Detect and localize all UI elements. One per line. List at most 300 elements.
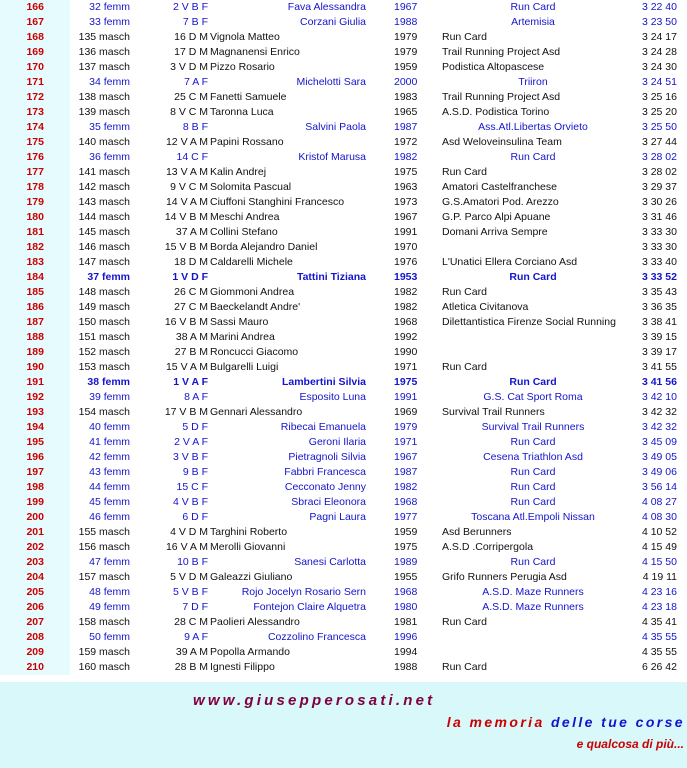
finish-time: 4 15 50: [641, 556, 677, 568]
club: G.S. Cat Sport Roma: [483, 391, 583, 403]
category: 28 B M: [174, 661, 208, 673]
birth-year: 1971: [394, 436, 418, 448]
table-row: [0, 255, 687, 270]
finish-time: 3 25 16: [641, 91, 677, 103]
gender-rank: 32 femm: [89, 1, 130, 13]
finish-time: 3 28 02: [641, 166, 677, 178]
position-cell: [0, 60, 70, 75]
position-cell: [0, 525, 70, 540]
position-cell: [0, 255, 70, 270]
finish-time: 3 33 52: [641, 271, 677, 283]
birth-year: 1968: [394, 496, 418, 508]
category: 37 A M: [175, 226, 208, 238]
finish-time: 4 08 30: [641, 511, 677, 523]
gender-rank: 142 masch: [78, 181, 130, 193]
position-cell: [0, 420, 70, 435]
club: Run Card: [509, 376, 557, 388]
tagline: [447, 714, 685, 730]
category: 17 V B M: [164, 406, 208, 418]
athlete-name: Bulgarelli Luigi: [210, 361, 279, 373]
finish-time: 3 27 44: [641, 136, 677, 148]
club: A.S.D. Podistica Torino: [442, 106, 550, 118]
club: Survival Trail Runners: [442, 406, 545, 418]
category: 3 V D M: [170, 61, 208, 73]
club: Asd Berunners: [442, 526, 512, 538]
position: 166: [26, 1, 44, 13]
athlete-name: Targhini Roberto: [210, 526, 288, 538]
club: Run Card: [442, 166, 487, 178]
athlete-name: Caldarelli Michele: [210, 256, 293, 268]
gender-rank: 151 masch: [78, 331, 130, 343]
club: Dilettantistica Firenze Social Running: [442, 316, 616, 328]
category: 15 V A M: [165, 361, 208, 373]
position: 190: [26, 361, 44, 373]
finish-time: 3 49 05: [641, 451, 677, 463]
gender-rank: 145 masch: [78, 226, 130, 238]
position-cell: [0, 555, 70, 570]
position-cell: [0, 0, 70, 15]
position: 179: [26, 196, 44, 208]
birth-year: 1979: [394, 31, 418, 43]
position-cell: [0, 330, 70, 345]
category: 28 C M: [174, 616, 208, 628]
category: 26 C M: [174, 286, 208, 298]
finish-time: 3 41 56: [641, 376, 677, 388]
position-cell: [0, 660, 70, 675]
birth-year: 1983: [394, 91, 418, 103]
position: 167: [26, 16, 44, 28]
position: 205: [26, 586, 44, 598]
table-row: [0, 570, 687, 585]
table-row: [0, 585, 687, 600]
club: G.S.Amatori Pod. Arezzo: [442, 196, 559, 208]
club: Artemisia: [511, 16, 555, 28]
birth-year: 1968: [394, 316, 418, 328]
position-cell: [0, 540, 70, 555]
birth-year: 1967: [394, 451, 418, 463]
club: Amatori Castelfranchese: [442, 181, 557, 193]
category: 13 V A M: [165, 166, 208, 178]
table-row: [0, 135, 687, 150]
athlete-name: Pizzo Rosario: [210, 61, 275, 73]
position: 189: [26, 346, 44, 358]
athlete-name: Sanesi Carlotta: [294, 556, 366, 568]
table-row: [0, 465, 687, 480]
category: 10 B F: [177, 556, 208, 568]
athlete-name: Marini Andrea: [210, 331, 275, 343]
position-cell: [0, 600, 70, 615]
category: 1 V A F: [173, 376, 208, 388]
finish-time: 3 33 40: [641, 256, 677, 268]
position-cell: [0, 195, 70, 210]
birth-year: 1982: [394, 481, 418, 493]
finish-time: 3 31 46: [641, 211, 677, 223]
table-row: [0, 285, 687, 300]
category: 1 V D F: [172, 271, 208, 283]
position: 168: [26, 31, 44, 43]
table-row: [0, 450, 687, 465]
athlete-name: Geroni Ilaria: [308, 436, 366, 448]
gender-rank: 137 masch: [78, 61, 130, 73]
athlete-name: Collini Stefano: [210, 226, 278, 238]
club: Domani Arriva Sempre: [442, 226, 548, 238]
table-row: [0, 30, 687, 45]
position-cell: [0, 15, 70, 30]
gender-rank: 158 masch: [78, 616, 130, 628]
finish-time: 4 10 52: [641, 526, 677, 538]
club: Run Card: [442, 31, 487, 43]
finish-time: 4 15 49: [641, 541, 677, 553]
position: 207: [26, 616, 44, 628]
category: 7 B F: [182, 16, 208, 28]
club: Run Card: [510, 481, 556, 493]
athlete-name: Fabbri Francesca: [284, 466, 366, 478]
athlete-name: Rojo Jocelyn Rosario Sern: [241, 586, 366, 598]
category: 9 A F: [184, 631, 208, 643]
category: 15 C F: [176, 481, 208, 493]
position: 173: [26, 106, 44, 118]
gender-rank: 159 masch: [78, 646, 130, 658]
category: 16 D M: [174, 31, 208, 43]
club: Run Card: [442, 616, 487, 628]
birth-year: 1990: [394, 346, 418, 358]
finish-time: 6 26 42: [641, 661, 677, 673]
birth-year: 1972: [394, 136, 418, 148]
athlete-name: Tattini Tiziana: [296, 271, 366, 283]
birth-year: 1967: [394, 1, 418, 13]
category: 8 V C M: [170, 106, 208, 118]
athlete-name: Magnanensi Enrico: [210, 46, 300, 58]
birth-year: 1979: [394, 46, 418, 58]
gender-rank: 147 masch: [78, 256, 130, 268]
position: 195: [26, 436, 44, 448]
position: 192: [26, 391, 44, 403]
table-row: [0, 180, 687, 195]
gender-rank: 144 masch: [78, 211, 130, 223]
table-row: [0, 495, 687, 510]
position: 176: [26, 151, 44, 163]
gender-rank: 38 femm: [87, 376, 130, 388]
birth-year: 1959: [394, 61, 418, 73]
finish-time: 3 25 50: [641, 121, 677, 133]
position-cell: [0, 75, 70, 90]
position: 206: [26, 601, 44, 613]
position: 187: [26, 316, 44, 328]
category: 7 A F: [184, 76, 208, 88]
table-row: [0, 360, 687, 375]
birth-year: 1959: [394, 526, 418, 538]
birth-year: 1975: [394, 376, 418, 388]
position-cell: [0, 375, 70, 390]
category: 5 D F: [182, 421, 208, 433]
position: 194: [26, 421, 44, 433]
gender-rank: 42 femm: [89, 451, 130, 463]
position-cell: [0, 405, 70, 420]
athlete-name: Ciuffoni Stanghini Francesco: [210, 196, 345, 208]
athlete-name: Giommoni Andrea: [210, 286, 295, 298]
birth-year: 1988: [394, 16, 418, 28]
gender-rank: 156 masch: [78, 541, 130, 553]
birth-year: 1965: [394, 106, 418, 118]
gender-rank: 48 femm: [89, 586, 130, 598]
finish-time: 3 24 30: [641, 61, 677, 73]
athlete-name: Baeckelandt Andre': [210, 301, 301, 313]
club: Run Card: [510, 496, 556, 508]
finish-time: 3 24 51: [641, 76, 677, 88]
position-cell: [0, 360, 70, 375]
position-cell: [0, 465, 70, 480]
position: 198: [26, 481, 44, 493]
position-cell: [0, 90, 70, 105]
club: Run Card: [510, 151, 556, 163]
club: Run Card: [442, 286, 487, 298]
athlete-name: Galeazzi Giuliano: [210, 571, 293, 583]
position: 196: [26, 451, 44, 463]
finish-time: 4 35 55: [641, 646, 677, 658]
position-cell: [0, 345, 70, 360]
birth-year: 1991: [394, 226, 418, 238]
position-cell: [0, 630, 70, 645]
birth-year: 1953: [394, 271, 418, 283]
gender-rank: 153 masch: [78, 361, 130, 373]
birth-year: 1982: [394, 301, 418, 313]
category: 4 V D M: [170, 526, 208, 538]
table-row: [0, 615, 687, 630]
athlete-name: Ribecai Emanuela: [280, 421, 366, 433]
category: 9 B F: [182, 466, 208, 478]
category: 14 V A M: [165, 196, 208, 208]
athlete-name: Michelotti Sara: [296, 76, 366, 88]
table-row: [0, 435, 687, 450]
category: 6 D F: [182, 511, 208, 523]
club: A.S.D. Maze Runners: [482, 601, 584, 613]
finish-time: 3 56 14: [641, 481, 677, 493]
gender-rank: 41 femm: [89, 436, 130, 448]
position: 172: [26, 91, 44, 103]
birth-year: 1991: [394, 391, 418, 403]
category: 7 D F: [182, 601, 208, 613]
club: Run Card: [510, 556, 556, 568]
gender-rank: 50 femm: [89, 631, 130, 643]
club: Grifo Runners Perugia Asd: [442, 571, 567, 583]
table-row: [0, 660, 687, 675]
table-row: [0, 600, 687, 615]
position-cell: [0, 45, 70, 60]
birth-year: 2000: [394, 76, 418, 88]
position: 204: [26, 571, 44, 583]
finish-time: 4 23 18: [641, 601, 677, 613]
position: 185: [26, 286, 44, 298]
position-cell: [0, 585, 70, 600]
athlete-name: Solomita Pascual: [210, 181, 292, 193]
gender-rank: 44 femm: [89, 481, 130, 493]
birth-year: 1996: [394, 631, 418, 643]
table-row: [0, 330, 687, 345]
athlete-name: Cozzolino Francesca: [267, 631, 366, 643]
athlete-name: Borda Alejandro Daniel: [210, 241, 318, 253]
table-row: [0, 270, 687, 285]
birth-year: 1982: [394, 151, 418, 163]
birth-year: 1967: [394, 211, 418, 223]
table-row: [0, 225, 687, 240]
gender-rank: 39 femm: [89, 391, 130, 403]
table-row: [0, 390, 687, 405]
finish-time: 3 49 06: [641, 466, 677, 478]
table-row: [0, 630, 687, 645]
athlete-name: Pagni Laura: [309, 511, 366, 523]
birth-year: 1980: [394, 601, 418, 613]
finish-time: 3 23 50: [641, 16, 677, 28]
birth-year: 1973: [394, 196, 418, 208]
athlete-name: Fanetti Samuele: [210, 91, 287, 103]
birth-year: 1955: [394, 571, 418, 583]
birth-year: 1970: [394, 241, 418, 253]
position: 201: [26, 526, 44, 538]
athlete-name: Fava Alessandra: [287, 1, 366, 13]
club: Ass.Atl.Libertas Orvieto: [478, 121, 588, 133]
finish-time: 3 42 32: [641, 421, 677, 433]
position-cell: [0, 570, 70, 585]
position: 200: [26, 511, 44, 523]
club: Trail Running Project Asd: [442, 46, 561, 58]
athlete-name: Kalin Andrej: [210, 166, 267, 178]
finish-time: 4 35 55: [641, 631, 677, 643]
birth-year: 1976: [394, 256, 418, 268]
gender-rank: 47 femm: [89, 556, 130, 568]
club: A.S.D .Corripergola: [442, 541, 534, 553]
position: 191: [26, 376, 44, 388]
category: 16 V B M: [164, 316, 208, 328]
club: L'Unatici Ellera Corciano Asd: [442, 256, 578, 268]
category: 27 B M: [174, 346, 208, 358]
finish-time: 4 19 11: [642, 571, 677, 583]
site-url[interactable]: www.giusepperosati.net: [193, 692, 436, 709]
finish-time: 3 29 37: [641, 181, 677, 193]
finish-time: 3 28 02: [641, 151, 677, 163]
athlete-name: Merolli Giovanni: [210, 541, 286, 553]
position-cell: [0, 495, 70, 510]
athlete-name: Paolieri Alessandro: [210, 616, 300, 628]
table-row: [0, 555, 687, 570]
category: 15 V B M: [164, 241, 208, 253]
table-row: [0, 165, 687, 180]
gender-rank: 49 femm: [89, 601, 130, 613]
gender-rank: 148 masch: [78, 286, 130, 298]
position-cell: [0, 390, 70, 405]
birth-year: 1982: [394, 286, 418, 298]
birth-year: 1975: [394, 166, 418, 178]
gender-rank: 46 femm: [89, 511, 130, 523]
position-cell: [0, 30, 70, 45]
position-cell: [0, 510, 70, 525]
position: 188: [26, 331, 44, 343]
birth-year: 1988: [394, 661, 418, 673]
table-row: [0, 375, 687, 390]
category: 8 A F: [184, 391, 208, 403]
finish-time: 3 35 43: [641, 286, 677, 298]
gender-rank: 135 masch: [78, 31, 130, 43]
position-cell: [0, 435, 70, 450]
table-row: [0, 15, 687, 30]
category: 5 V D M: [170, 571, 208, 583]
finish-time: 4 35 41: [641, 616, 677, 628]
athlete-name: Salvini Paola: [305, 121, 366, 133]
table-row: [0, 45, 687, 60]
category: 27 C M: [174, 301, 208, 313]
gender-rank: 150 masch: [78, 316, 130, 328]
table-row: [0, 345, 687, 360]
birth-year: 1963: [394, 181, 418, 193]
finish-time: 3 45 09: [641, 436, 677, 448]
category: 4 V B F: [172, 496, 208, 508]
table-row: [0, 315, 687, 330]
club: Run Card: [510, 436, 556, 448]
gender-rank: 141 masch: [78, 166, 130, 178]
gender-rank: 154 masch: [78, 406, 130, 418]
birth-year: 1975: [394, 541, 418, 553]
athlete-name: Popolla Armando: [210, 646, 290, 658]
birth-year: 1977: [394, 511, 418, 523]
table-row: [0, 240, 687, 255]
position-cell: [0, 240, 70, 255]
birth-year: 1994: [394, 646, 418, 658]
category: 3 V B F: [172, 451, 208, 463]
finish-time: 3 42 10: [641, 391, 677, 403]
category: 8 B F: [182, 121, 208, 133]
position-cell: [0, 120, 70, 135]
gender-rank: 140 masch: [78, 136, 130, 148]
gender-rank: 143 masch: [78, 196, 130, 208]
athlete-name: Corzani Giulia: [300, 16, 366, 28]
birth-year: 1968: [394, 586, 418, 598]
tagline-part2: delle tue corse: [544, 714, 685, 730]
position: 184: [26, 271, 44, 283]
birth-year: 1987: [394, 466, 418, 478]
finish-time: 3 36 35: [641, 301, 677, 313]
position-cell: [0, 645, 70, 660]
club: Run Card: [509, 271, 557, 283]
club: Run Card: [510, 1, 556, 13]
club: Podistica Altopascese: [442, 61, 545, 73]
tagline-part1: la memoria: [446, 714, 545, 730]
position: 174: [26, 121, 44, 133]
athlete-name: Vignola Matteo: [210, 31, 280, 43]
table-row: [0, 0, 687, 15]
athlete-name: Roncucci Giacomo: [210, 346, 299, 358]
position-cell: [0, 300, 70, 315]
category: 18 D M: [174, 256, 208, 268]
position: 175: [26, 136, 44, 148]
birth-year: 1989: [394, 556, 418, 568]
finish-time: 3 30 26: [641, 196, 677, 208]
position: 210: [26, 661, 44, 673]
gender-rank: 155 masch: [78, 526, 130, 538]
finish-time: 4 23 16: [641, 586, 677, 598]
club: Run Card: [442, 361, 487, 373]
gender-rank: 146 masch: [78, 241, 130, 253]
position-cell: [0, 285, 70, 300]
athlete-name: Sbraci Eleonora: [291, 496, 366, 508]
position: 170: [26, 61, 44, 73]
club: Run Card: [442, 661, 487, 673]
position: 180: [26, 211, 44, 223]
table-row: [0, 105, 687, 120]
table-row: [0, 480, 687, 495]
position-cell: [0, 615, 70, 630]
position-cell: [0, 450, 70, 465]
table-row: [0, 210, 687, 225]
position-cell: [0, 180, 70, 195]
